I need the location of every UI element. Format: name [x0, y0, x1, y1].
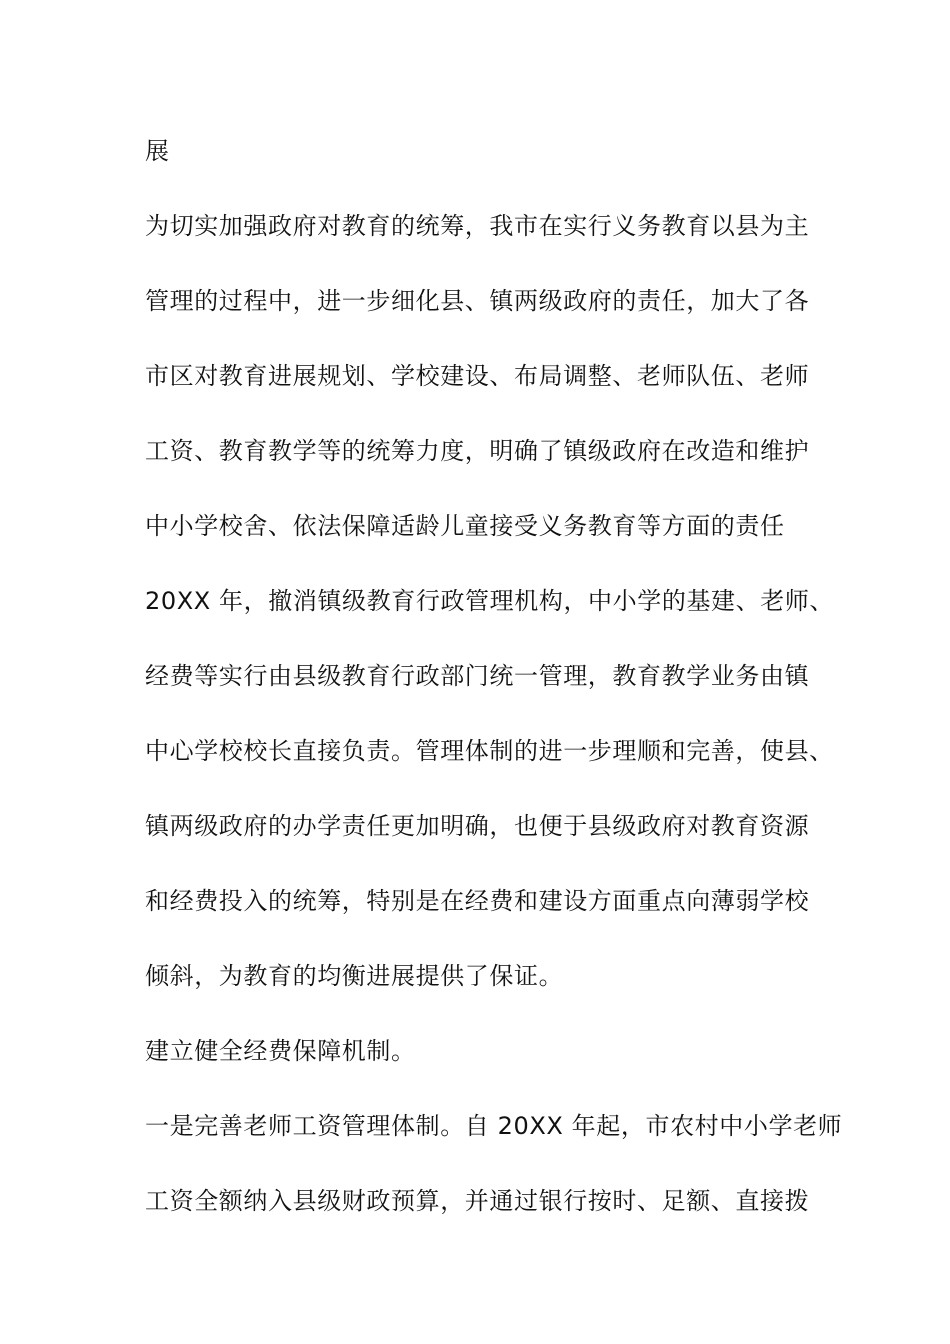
text-line-8: 经费等实行由县级教育行政部门统一管理，教育教学业务由镇 — [145, 662, 810, 690]
text-line-1: 展 — [145, 137, 170, 165]
text-line-4: 市区对教育进展规划、学校建设、布局调整、老师队伍、老师 — [145, 362, 810, 390]
text-line-14: 一是完善老师工资管理体制。自 20XX 年起，市农村中小学老师 — [145, 1112, 843, 1140]
text-line-5: 工资、教育教学等的统筹力度，明确了镇级政府在改造和维护 — [145, 437, 810, 465]
text-line-15: 工资全额纳入县级财政预算，并通过银行按时、足额、直接拨 — [145, 1187, 810, 1215]
text-line-12: 倾斜，为教育的均衡进展提供了保证。 — [145, 962, 564, 990]
text-line-11: 和经费投入的统筹，特别是在经费和建设方面重点向薄弱学校 — [145, 887, 810, 915]
text-line-3: 管理的过程中，进一步细化县、镇两级政府的责任，加大了各 — [145, 287, 810, 315]
text-line-6: 中小学校舍、依法保障适龄儿童接受义务教育等方面的责任 — [145, 512, 785, 540]
text-line-2: 为切实加强政府对教育的统筹，我市在实行义务教育以县为主 — [145, 212, 810, 240]
text-line-10: 镇两级政府的办学责任更加明确，也便于县级政府对教育资源 — [145, 812, 810, 840]
text-line-9: 中心学校校长直接负责。管理体制的进一步理顺和完善，使县、 — [145, 737, 834, 765]
text-line-7: 20XX 年，撤消镇级教育行政管理机构，中小学的基建、老师、 — [145, 587, 835, 615]
text-line-13: 建立健全经费保障机制。 — [145, 1037, 416, 1065]
